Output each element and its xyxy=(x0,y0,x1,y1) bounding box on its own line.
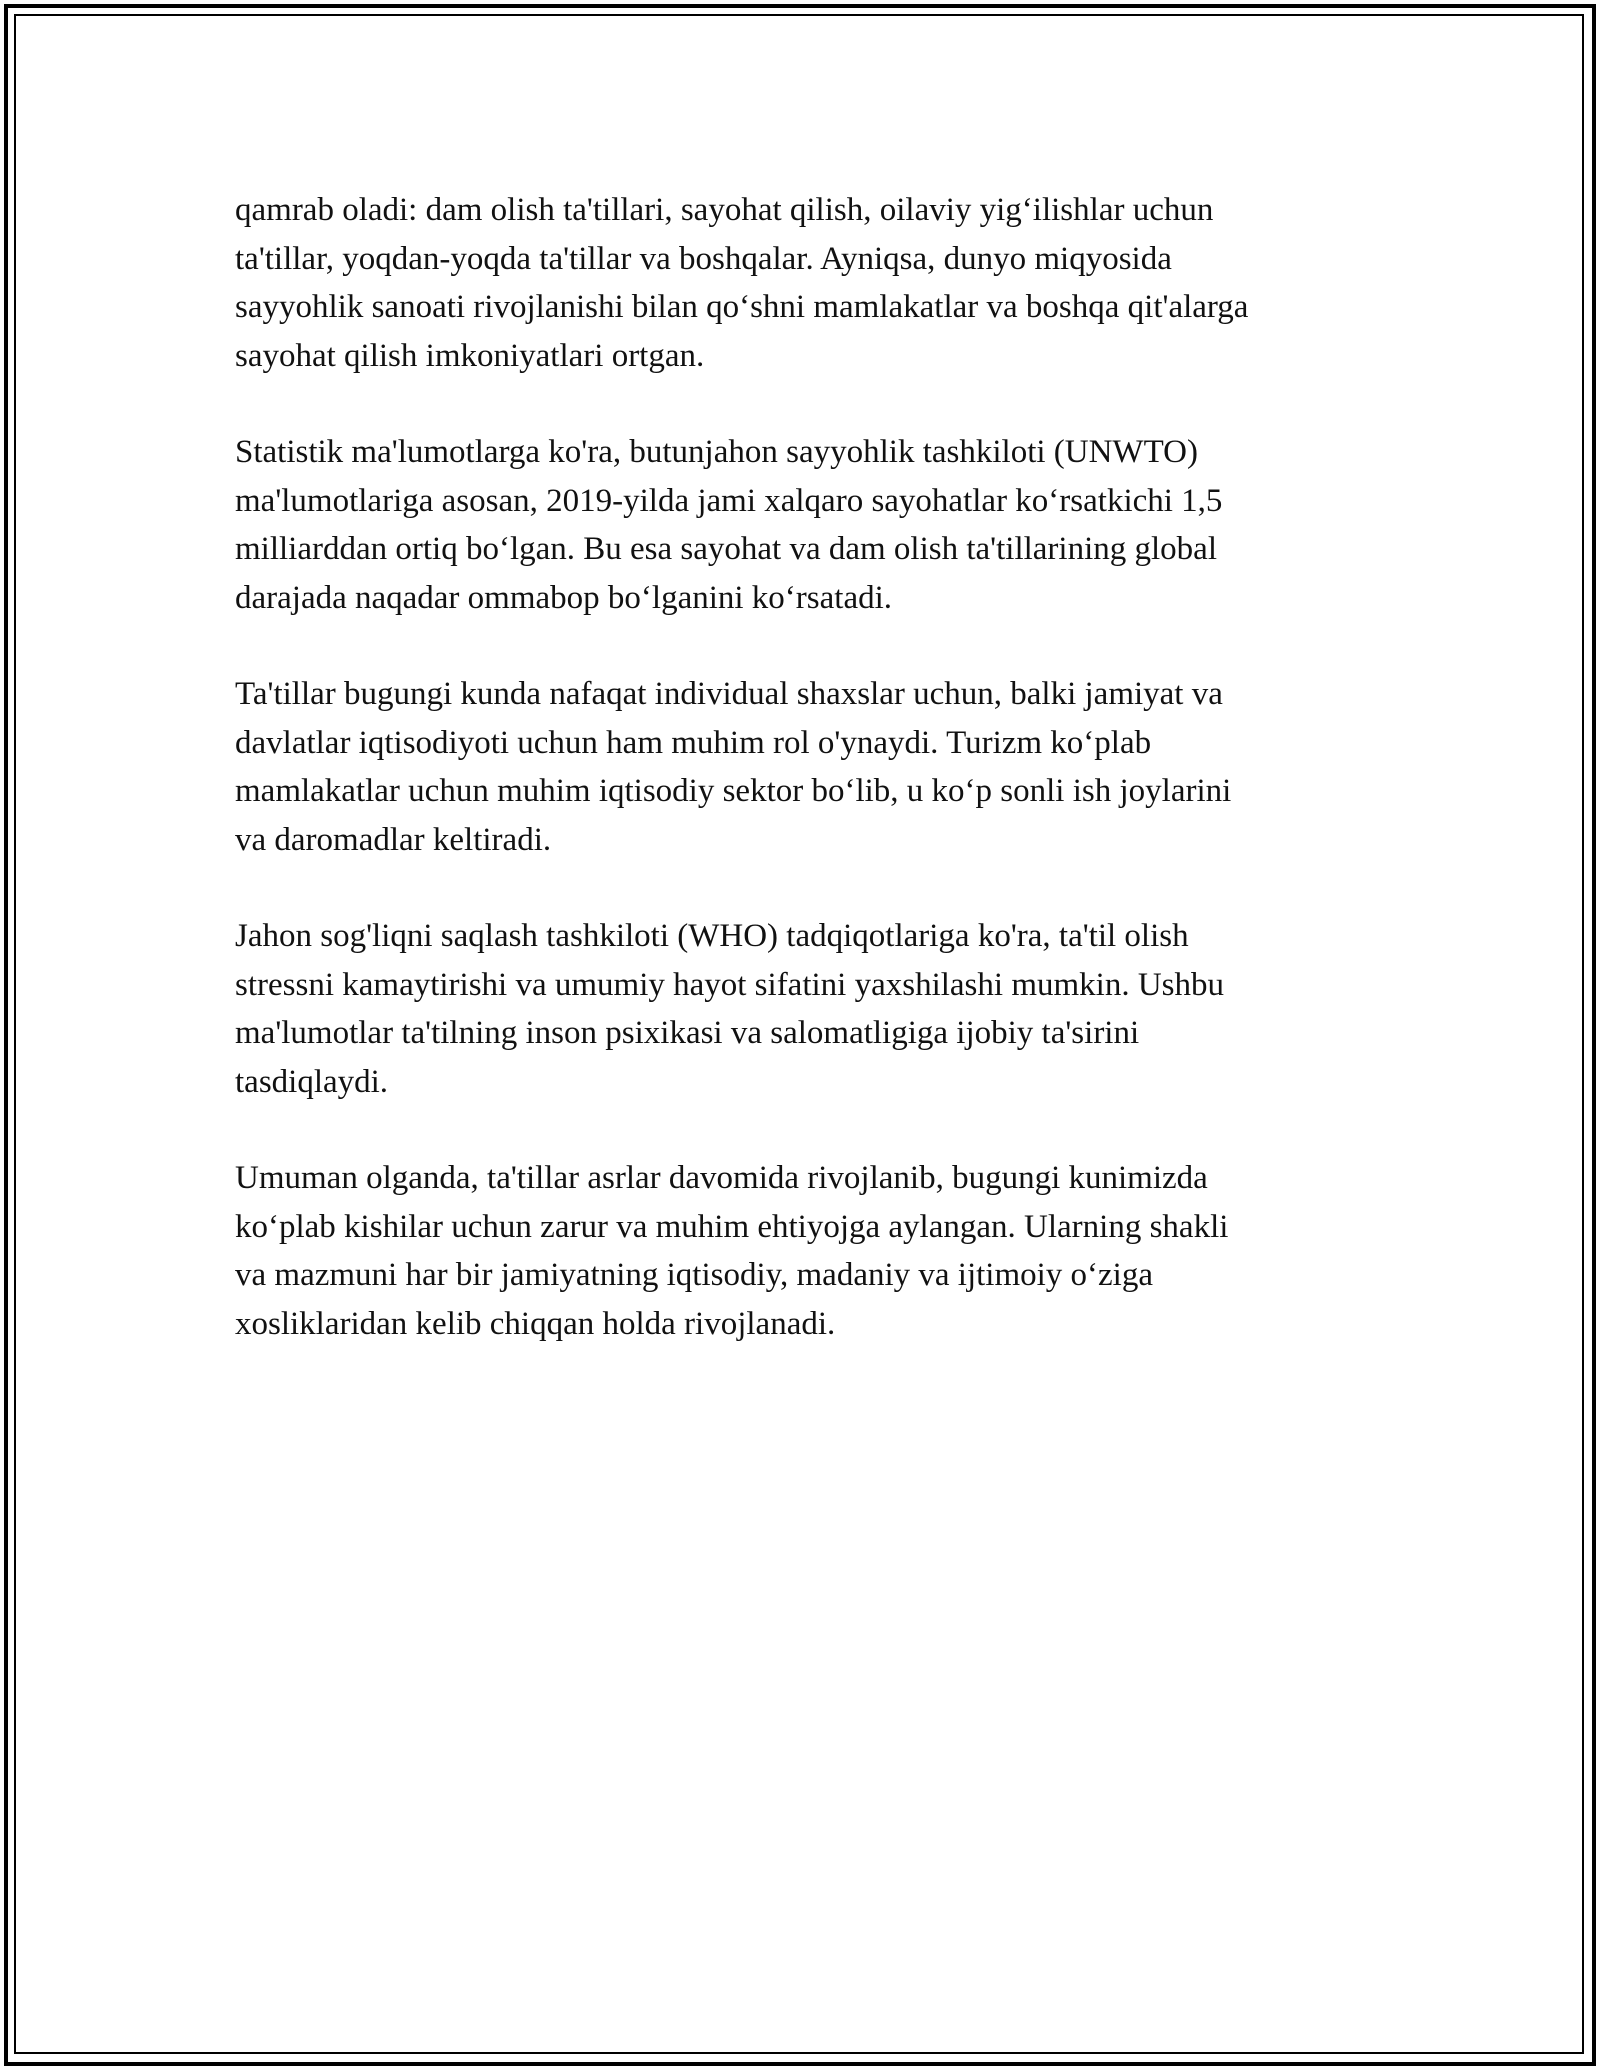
text-line: Ta'tillar bugungi kunda nafaqat individual shaxslar uchun, balki jamiyat va xyxy=(235,676,1223,712)
paragraph-2 xyxy=(235,428,1385,622)
paragraph-4 xyxy=(235,912,1385,1106)
paragraph-3 xyxy=(235,670,1385,864)
text-line: ma'lumotlar ta'tilning inson psixikasi va salomatligiga ijobiy ta'sirini xyxy=(235,1015,1140,1051)
text-line: davlatlar iqtisodiyoti uchun ham muhim rol o'ynaydi. Turizm ko‘plab xyxy=(235,724,1152,761)
text-line: darajada naqadar ommabop bo‘lganini ko‘rsatadi. xyxy=(235,579,893,616)
text-line: milliarddan ortiq bo‘lgan. Bu esa sayohat va dam olish ta'tillarining global xyxy=(235,531,1217,567)
text-line: ta'tillar, yoqdan-yoqda ta'tillar va boshqalar. Ayniqsa, dunyo miqyosida xyxy=(235,240,1172,277)
text-line: stressni kamaytirishi va umumiy hayot sifatini yaxshilashi mumkin. Ushbu xyxy=(235,966,1225,1003)
text-line: sayohat qilish imkoniyatlari ortgan. xyxy=(235,337,705,374)
text-line: Umuman olganda, ta'tillar asrlar davomida rivojlanib, bugungi kunimizda xyxy=(235,1160,1208,1196)
text-line: ma'lumotlariga asosan, 2019-yilda jami xalqaro sayohatlar ko‘rsatkichi 1,5 xyxy=(235,482,1223,519)
text-line: va daromadlar keltiradi. xyxy=(235,821,552,858)
paragraph-1 xyxy=(235,186,1385,380)
text-line: sayyohlik sanoati rivojlanishi bilan qo‘shni mamlakatlar va boshqa qit'alarga xyxy=(235,289,1249,325)
text-line: Statistik ma'lumotlarga ko'ra, butunjahon sayyohlik tashkiloti (UNWTO) xyxy=(235,434,1198,470)
text-line: tasdiqlaydi. xyxy=(235,1063,389,1100)
text-line: ko‘plab kishilar uchun zarur va muhim ehtiyojga aylangan. Ularning shakli xyxy=(235,1208,1229,1245)
text-line: qamrab oladi: dam olish ta'tillari, sayohat qilish, oilaviy yig‘ilishlar uchun xyxy=(235,192,1214,228)
document-body xyxy=(235,186,1385,1396)
text-line: mamlakatlar uchun muhim iqtisodiy sektor bo‘lib, u ko‘p sonli ish joylarini xyxy=(235,773,1232,809)
text-line: Jahon sog'liqni saqlash tashkiloti (WHO) tadqiqotlariga ko'ra, ta'til olish xyxy=(235,918,1189,954)
text-line: xosliklaridan kelib chiqqan holda rivojlanadi. xyxy=(235,1305,836,1342)
text-line: va mazmuni har bir jamiyatning iqtisodiy, madaniy va ijtimoiy o‘ziga xyxy=(235,1257,1153,1293)
paragraph-5 xyxy=(235,1154,1385,1348)
